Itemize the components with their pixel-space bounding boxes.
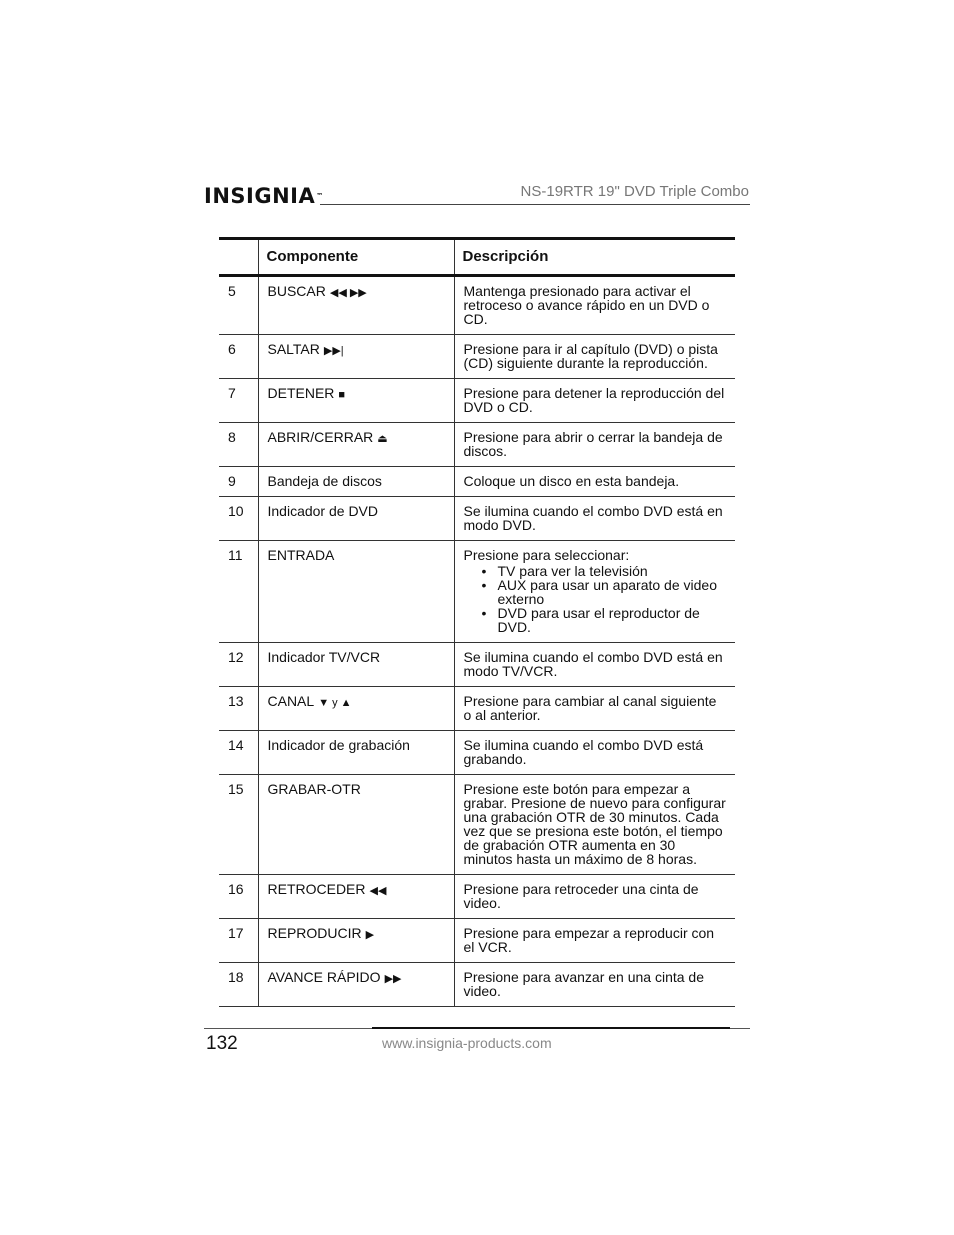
component-name: Indicador de grabación [267, 737, 410, 753]
table-header-row [219, 239, 735, 276]
table-row [219, 875, 735, 919]
row-number: 17 [228, 925, 244, 941]
component-cell [258, 731, 454, 775]
description-text: Se ilumina cuando el combo DVD está en modo TV/VCR. [463, 649, 723, 679]
table-row [219, 643, 735, 687]
component-name: ENTRADA [267, 547, 335, 563]
row-number: 18 [228, 969, 244, 985]
component-cell [258, 775, 454, 875]
fast-forward-icon: ▶▶ [384, 973, 402, 985]
list-item: • DVD para usar el reproductor de DVD. [498, 606, 728, 634]
description-cell [454, 541, 735, 643]
component-name: CANAL [267, 693, 315, 709]
component-name: REPRODUCIR [267, 925, 362, 941]
play-icon: ▶ [365, 929, 375, 941]
table-row [219, 276, 735, 335]
component-name: DETENER [267, 385, 335, 401]
insignia-logo [204, 183, 324, 209]
description-text: Presione para cambiar al canal siguiente o al anterior. [463, 693, 717, 723]
description-cell [454, 731, 735, 775]
eject-icon: ⏏ [377, 433, 388, 445]
footer-url: www.insignia-products.com [382, 1035, 552, 1051]
column-header-number [219, 239, 258, 276]
list-item: • TV para ver la televisión [498, 564, 728, 578]
description-cell [454, 423, 735, 467]
description-cell [454, 963, 735, 1007]
table-row [219, 497, 735, 541]
description-cell [454, 643, 735, 687]
component-name: SALTAR [267, 341, 320, 357]
component-cell [258, 919, 454, 963]
component-name: BUSCAR [267, 283, 326, 299]
table-row [219, 541, 735, 643]
description-text: Presione para empezar a reproducir con el VCR. [463, 925, 715, 955]
row-number: 16 [228, 881, 244, 897]
component-name: Bandeja de discos [267, 473, 382, 489]
table-row [219, 919, 735, 963]
row-number: 11 [228, 547, 243, 563]
table-row [219, 379, 735, 423]
description-cell [454, 919, 735, 963]
description-text: Mantenga presionado para activar el retroceso o avance rápido en un DVD o CD. [463, 283, 710, 327]
table-row [219, 731, 735, 775]
option-list [464, 564, 728, 634]
component-cell [258, 467, 454, 497]
table-row [219, 423, 735, 467]
description-text: Coloque un disco en esta bandeja. [463, 473, 680, 489]
component-cell [258, 643, 454, 687]
description-cell [454, 687, 735, 731]
description-cell [454, 497, 735, 541]
description-cell [454, 775, 735, 875]
rewind-fast-forward-icons: ◀◀ ▶▶ [329, 287, 367, 299]
component-cell [258, 497, 454, 541]
description-cell [454, 379, 735, 423]
rewind-icon: ◀◀ [369, 885, 387, 897]
table-body [219, 276, 735, 1007]
component-cell [258, 541, 454, 643]
row-number: 15 [228, 781, 244, 797]
component-cell [258, 687, 454, 731]
component-name: AVANCE RÁPIDO [267, 969, 381, 985]
table-row [219, 467, 735, 497]
column-header-description: Descripción [454, 239, 735, 276]
description-text: Presione para abrir o cerrar la bandeja de discos. [463, 429, 723, 459]
component-cell [258, 379, 454, 423]
list-item: • AUX para usar un aparato de video externo [498, 578, 728, 606]
description-text: Presione para retroceder una cinta de video. [463, 881, 699, 911]
description-text: Se ilumina cuando el combo DVD está grabando. [463, 737, 704, 767]
stop-icon: ■ [338, 389, 346, 401]
description-text: Se ilumina cuando el combo DVD está en modo DVD. [463, 503, 723, 533]
brand-name: INSIGNIA [204, 184, 316, 208]
description-text: Presione este botón para empezar a grabar. Presione de nuevo para configurar una grabación OTR de 30 minutos. Cada vez que se presiona este botón, el tiempo de grabación OTR aumenta en 30 minutos hasta un máximo de 8 horas. [463, 781, 726, 867]
component-cell [258, 963, 454, 1007]
table-row [219, 687, 735, 731]
skip-next-icon: ▶▶| [323, 345, 344, 357]
row-number: 5 [228, 283, 236, 299]
document-title: NS-19RTR 19" DVD Triple Combo [520, 183, 749, 200]
footer-rule-accent [372, 1027, 730, 1029]
trademark-symbol: ™ [316, 192, 324, 200]
header-rule [320, 204, 750, 205]
component-name: Indicador TV/VCR [267, 649, 381, 665]
row-number: 8 [228, 429, 236, 445]
description-cell [454, 467, 735, 497]
component-table [219, 237, 735, 1007]
description-text: Presione para ir al capítulo (DVD) o pista (CD) siguiente durante la reproducción. [463, 341, 718, 371]
description-text: Presione para seleccionar: [463, 547, 630, 563]
row-number: 6 [228, 341, 236, 357]
description-cell [454, 276, 735, 335]
component-name: Indicador de DVD [267, 503, 379, 519]
row-number: 13 [228, 693, 244, 709]
channel-down-up-icons: ▼ y ▲ [318, 697, 352, 709]
row-number: 9 [228, 473, 236, 489]
component-name: ABRIR/CERRAR [267, 429, 374, 445]
row-number: 14 [228, 737, 244, 753]
table-row [219, 963, 735, 1007]
page-number: 132 [206, 1033, 238, 1054]
row-number: 7 [228, 385, 236, 401]
row-number: 10 [228, 503, 244, 519]
description-cell [454, 335, 735, 379]
component-name: GRABAR-OTR [267, 781, 361, 797]
table-row [219, 335, 735, 379]
component-name: RETROCEDER [267, 881, 366, 897]
component-cell [258, 875, 454, 919]
column-header-component: Componente [258, 239, 454, 276]
component-cell [258, 335, 454, 379]
component-cell [258, 276, 454, 335]
table-row [219, 775, 735, 875]
description-cell [454, 875, 735, 919]
row-number: 12 [228, 649, 244, 665]
component-cell [258, 423, 454, 467]
description-text: Presione para avanzar en una cinta de video. [463, 969, 704, 999]
description-text: Presione para detener la reproducción del DVD o CD. [463, 385, 725, 415]
